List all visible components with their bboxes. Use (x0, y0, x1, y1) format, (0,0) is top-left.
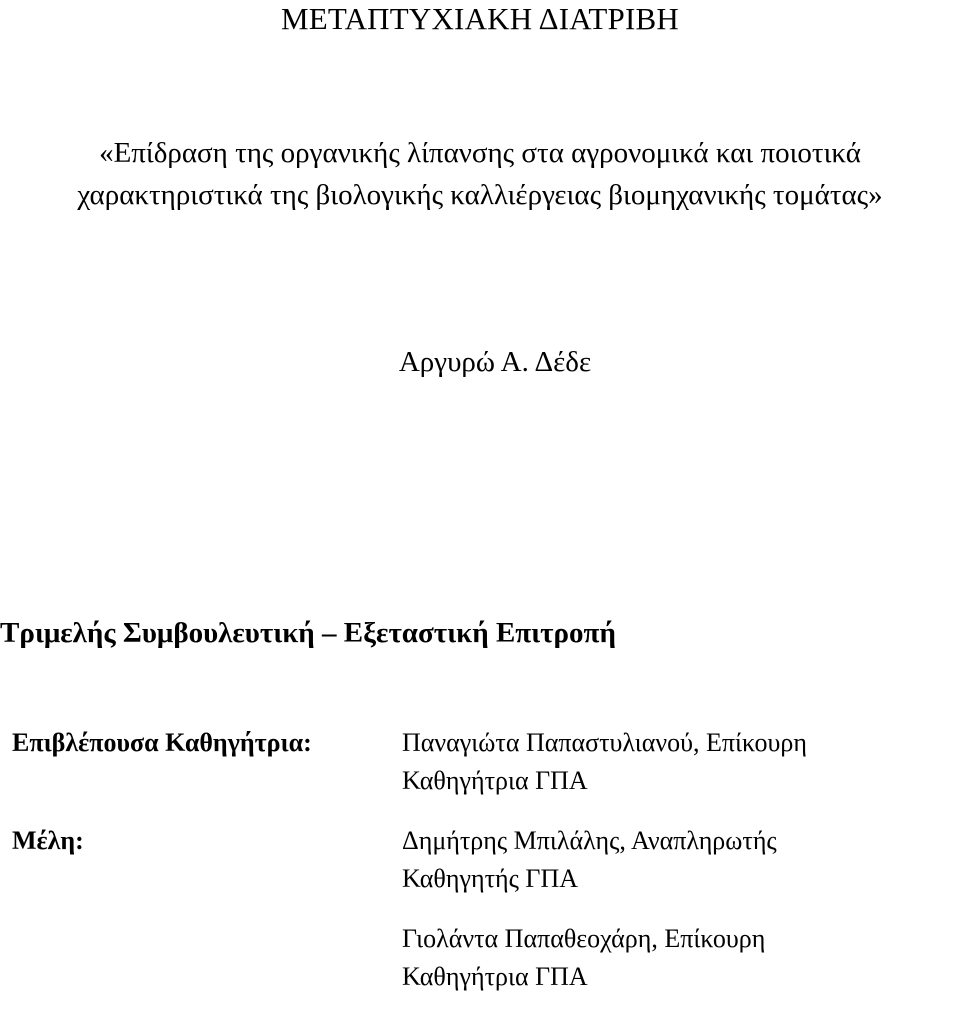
thesis-title-line-1: «Επίδραση της οργανικής λίπανσης στα αγρονομικά και ποιοτικά (99, 137, 861, 169)
document-heading: ΜΕΤΑΠΤΥΧΙΑΚΗ ΔΙΑΤΡΙΒΗ (281, 1, 679, 36)
supervisor-role-label: Επιβλέπουσα Καθηγήτρια: (12, 728, 312, 757)
member-1-line-2: Καθηγητής ΓΠΑ (402, 864, 578, 893)
supervisor-row (0, 724, 960, 800)
member-entry (402, 822, 960, 898)
members-row (0, 822, 960, 996)
supervisor-names (402, 724, 960, 800)
author-name: Αργυρώ Α. Δέδε (398, 346, 592, 378)
supervisor-line-1: Παναγιώτα Παπαστυλιανού, Επίκουρη (402, 728, 807, 757)
members-names (402, 822, 960, 996)
thesis-title-line-2: χαρακτηριστικά της βιολογικής καλλιέργειας βιομηχανικής τομάτας» (77, 179, 883, 211)
committee-title: Τριμελής Συμβουλευτική – Εξεταστική Επιτροπή (0, 617, 616, 649)
member-entry (402, 920, 960, 996)
thesis-title (0, 132, 960, 216)
member-1-line-1: Δημήτρης Μπιλάλης, Αναπληρωτής (402, 826, 777, 855)
committee-list (0, 724, 960, 996)
supervisor-entry (402, 724, 960, 800)
members-role-label: Μέλη: (12, 826, 84, 855)
member-2-line-1: Γιολάντα Παπαθεοχάρη, Επίκουρη (402, 924, 766, 953)
supervisor-line-2: Καθηγήτρια ΓΠΑ (402, 766, 588, 795)
member-2-line-2: Καθηγήτρια ΓΠΑ (402, 962, 588, 991)
